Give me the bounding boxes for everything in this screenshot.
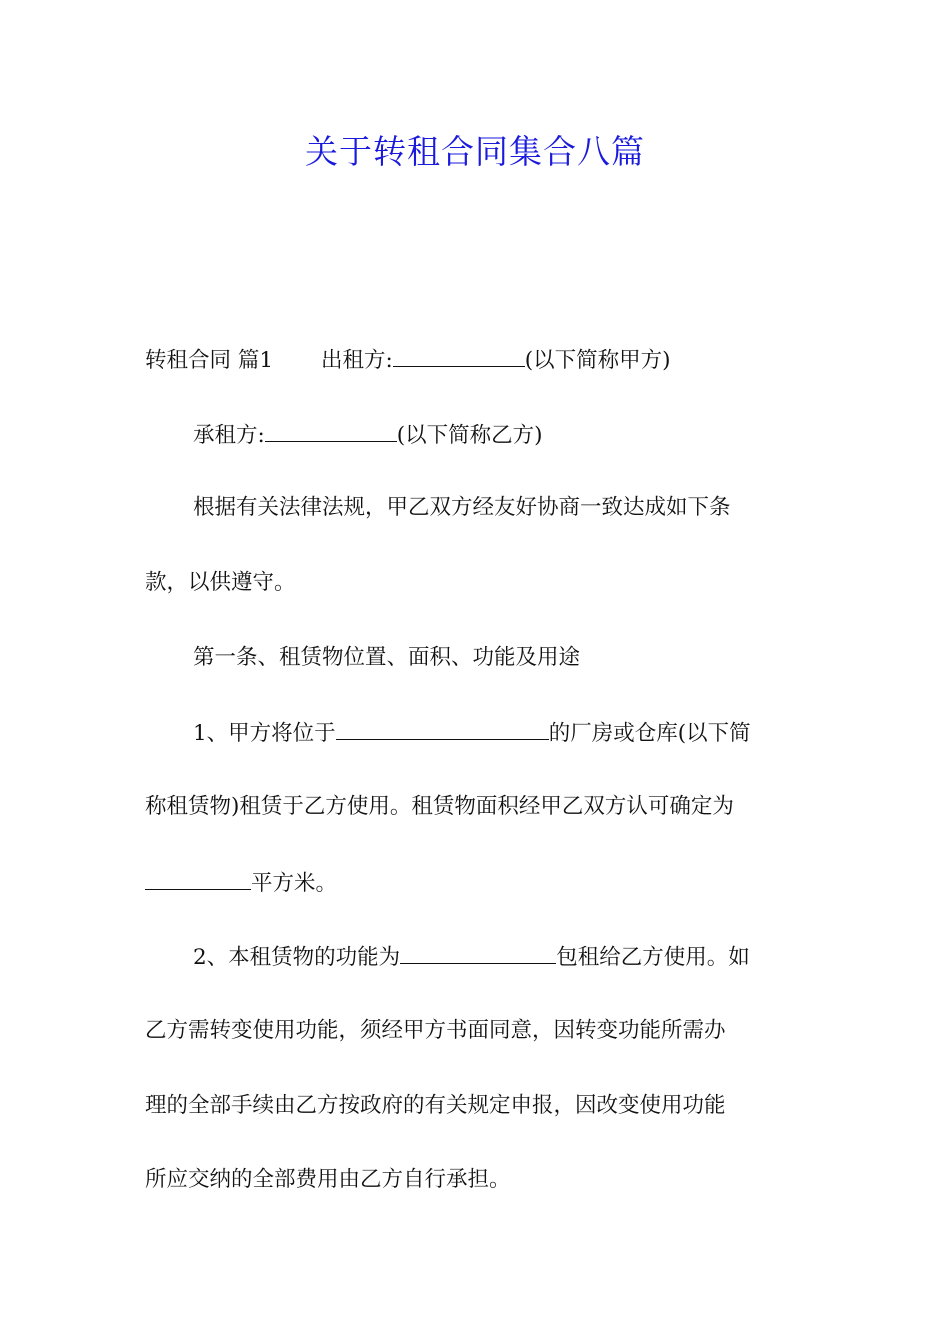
lessor-line	[145, 344, 815, 376]
item1-line-3	[145, 867, 815, 899]
lessee-suffix: (以下简称乙方)	[396, 423, 543, 448]
item1-line-2: 称租赁物)租赁于乙方使用。租赁物面积经甲乙双方认可确定为	[145, 794, 734, 819]
lessee-line	[145, 419, 863, 451]
item2-suffix: 包租给乙方使用。如	[556, 945, 750, 970]
lessor-blank	[393, 344, 525, 367]
item2-line-1	[145, 941, 863, 973]
item2-prefix: 2、本租赁物的功能为	[193, 945, 401, 970]
area-blank	[145, 867, 251, 890]
item1-line-1	[145, 717, 863, 749]
item2-line-4: 所应交纳的全部费用由乙方自行承担。	[145, 1167, 511, 1192]
item1-line3-suffix: 平方米。	[251, 871, 338, 896]
lessee-blank	[265, 419, 397, 442]
item2-line-3: 理的全部手续由乙方按政府的有关规定申报，因改变使用功能	[145, 1093, 726, 1118]
lessor-suffix: (以下简称甲方)	[524, 348, 671, 373]
intro-line-2: 款，以供遵守。	[145, 570, 296, 595]
document-title: 关于转租合同集合八篇	[305, 132, 645, 171]
lessor-label: 出租方:	[321, 348, 393, 373]
item2-line-2: 乙方需转变使用功能，须经甲方书面同意，因转变功能所需办	[145, 1018, 726, 1043]
section-label: 转租合同 篇1	[145, 348, 274, 373]
item1-prefix: 1、甲方将位于	[193, 721, 336, 746]
article-heading: 第一条、租赁物位置、面积、功能及用途	[193, 645, 581, 670]
item1-suffix: 的厂房或仓库(以下简	[548, 721, 751, 746]
function-blank	[400, 941, 556, 964]
lessee-label: 承租方:	[193, 423, 265, 448]
location-blank	[336, 717, 549, 740]
intro-line-1: 根据有关法律法规，甲乙双方经友好协商一致达成如下条	[193, 495, 731, 520]
